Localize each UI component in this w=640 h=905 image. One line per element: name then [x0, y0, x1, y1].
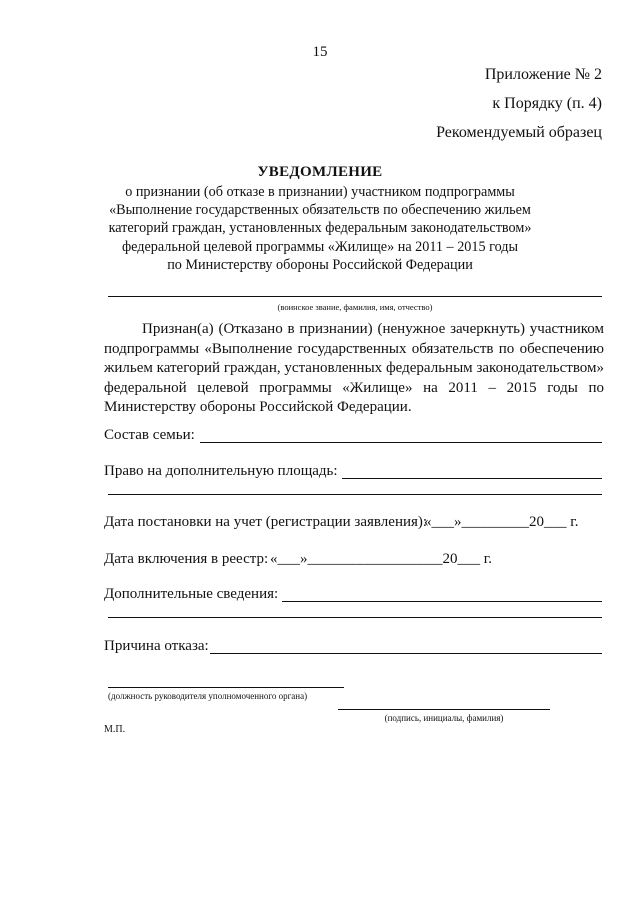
document-title: УВЕДОМЛЕНИЕ: [257, 164, 383, 180]
extra-area-field-line-2[interactable]: [108, 494, 602, 495]
registration-date-field[interactable]: «___»_________20___ г.: [424, 514, 579, 530]
registry-date-label: Дата включения в реестр:: [104, 551, 269, 567]
sample-label: Рекомендуемый образец: [436, 124, 602, 141]
registry-date-field[interactable]: «___»__________________20___ г.: [270, 551, 492, 567]
position-line[interactable]: [108, 687, 344, 688]
subtitle-line: по Министерству обороны Российской Федерации: [167, 256, 473, 273]
refusal-reason-label: Причина отказа:: [104, 638, 209, 654]
signature-line[interactable]: [338, 709, 550, 710]
subtitle-line: категорий граждан, установленных федеральным законодательством»: [108, 220, 532, 237]
subtitle-line: федеральной целевой программы «Жилище» на 2011 – 2015 годы: [121, 238, 519, 255]
additional-info-field-line[interactable]: [282, 601, 602, 602]
body-paragraph-text: Признан(а) (Отказано в признании) (ненужное зачеркнуть) участником подпрограммы «Выполнение государственных обязательств по обеспечению жильем категорий граждан, установленных федеральным законодательством» федеральной целевой программы «Жилище» на 2011 – 2015 годы по Министерству обороны Российской Федерации.: [104, 321, 604, 415]
appendix-label: Приложение № 2: [484, 66, 602, 83]
order-reference: к Порядку (п. 4): [492, 95, 602, 112]
document-subtitle: [95, 183, 545, 274]
additional-info-label: Дополнительные сведения:: [104, 586, 279, 602]
registration-date-label: Дата постановки на учет (регистрации заявления):: [104, 514, 428, 530]
additional-info-field-line-2[interactable]: [108, 617, 602, 618]
recipient-caption: (воинское звание, фамилия, имя, отчество): [277, 302, 433, 312]
stamp-place-label: М.П.: [104, 724, 126, 735]
page-number: 15: [312, 44, 328, 60]
refusal-reason-field-line[interactable]: [210, 653, 602, 654]
subtitle-line: «Выполнение государственных обязательств по обеспечению жильем: [109, 202, 531, 219]
recipient-line: [108, 296, 602, 297]
extra-area-label: Право на дополнительную площадь:: [104, 463, 338, 479]
family-field-line[interactable]: [200, 442, 602, 443]
signature-caption: (подпись, инициалы, фамилия): [384, 713, 504, 723]
position-caption: (должность руководителя уполномоченного органа): [108, 691, 308, 701]
extra-area-field-line[interactable]: [342, 478, 602, 479]
family-label: Состав семьи:: [104, 427, 195, 443]
body-paragraph: [104, 320, 604, 418]
subtitle-line: о признании (об отказе в признании) участником подпрограммы: [125, 184, 515, 200]
